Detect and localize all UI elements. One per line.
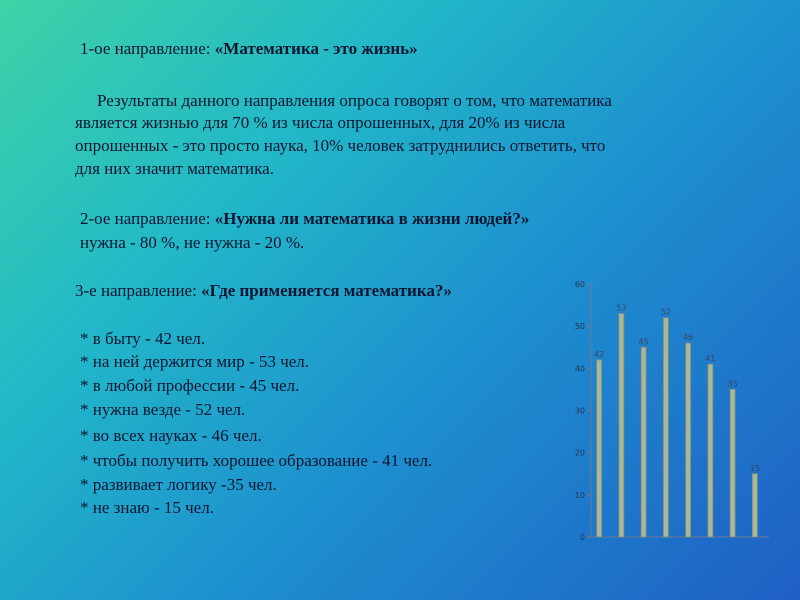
bar: [663, 318, 668, 537]
section3-title: «Где применяется математика?»: [201, 281, 452, 300]
y-tick-label: 10: [574, 490, 585, 500]
section1-paragraph-line: для них значит математика.: [75, 159, 274, 178]
section3-item: * в любой профессии - 45 чел.: [80, 376, 300, 395]
section1-prefix: 1-ое направление:: [80, 39, 215, 58]
bar: [686, 343, 691, 537]
y-tick-label: 40: [574, 364, 585, 374]
section3-item: * в быту - 42 чел.: [80, 329, 206, 348]
bar: [730, 389, 735, 537]
section1-title: «Математика - это жизнь»: [214, 39, 418, 58]
bar-value-label: 42: [594, 349, 605, 359]
bar: [641, 347, 646, 537]
section3-item: * на ней держится мир - 53 чел.: [80, 352, 310, 371]
bar-value-label: 45: [638, 337, 649, 347]
bar: [708, 364, 713, 537]
bar-value-label: 46: [683, 333, 694, 343]
y-tick-label: 30: [574, 406, 585, 416]
section2-prefix: 2-ое направление:: [80, 209, 215, 228]
section3-item: * не знаю - 15 чел.: [80, 498, 214, 517]
bar: [597, 360, 602, 537]
section1-paragraph-line: опрошенных - это просто наука, 10% человек затруднились ответить, что: [75, 136, 606, 155]
bar-chart: [562, 277, 774, 545]
section1-paragraph-line: является жизнью для 70 % из числа опрошенных, для 20% из числа: [75, 113, 566, 132]
section3-item: * чтобы получить хорошее образование - 41 чел.: [80, 451, 433, 470]
y-tick-label: 20: [574, 448, 585, 458]
y-tick-label: 50: [574, 322, 585, 332]
section2-title: «Нужна ли математика в жизни людей?»: [214, 209, 530, 228]
section1-paragraph-line: Результаты данного направления опроса говорят о том, что математика: [97, 91, 612, 110]
y-tick-label: 0: [579, 533, 585, 542]
bar-value-label: 52: [660, 307, 671, 317]
bar: [619, 314, 624, 537]
section3-item: * во всех науках - 46 чел.: [80, 426, 262, 445]
bar-value-label: 35: [727, 379, 738, 389]
bar-value-label: 53: [616, 303, 627, 313]
section3-heading: [75, 279, 452, 303]
section3-item: * нужна везде - 52 чел.: [80, 400, 246, 419]
bar-value-label: 15: [749, 463, 760, 473]
bar: [752, 474, 757, 537]
bar-value-label: 41: [705, 354, 716, 364]
section3-item: * развивает логику -35 чел.: [80, 475, 277, 494]
section1-heading: [80, 37, 418, 61]
section3-prefix: 3-е направление:: [75, 281, 202, 300]
section2-heading: [80, 207, 529, 231]
y-tick-label: 60: [574, 280, 585, 289]
section2-result: нужна - 80 %, не нужна - 20 %.: [80, 233, 305, 252]
